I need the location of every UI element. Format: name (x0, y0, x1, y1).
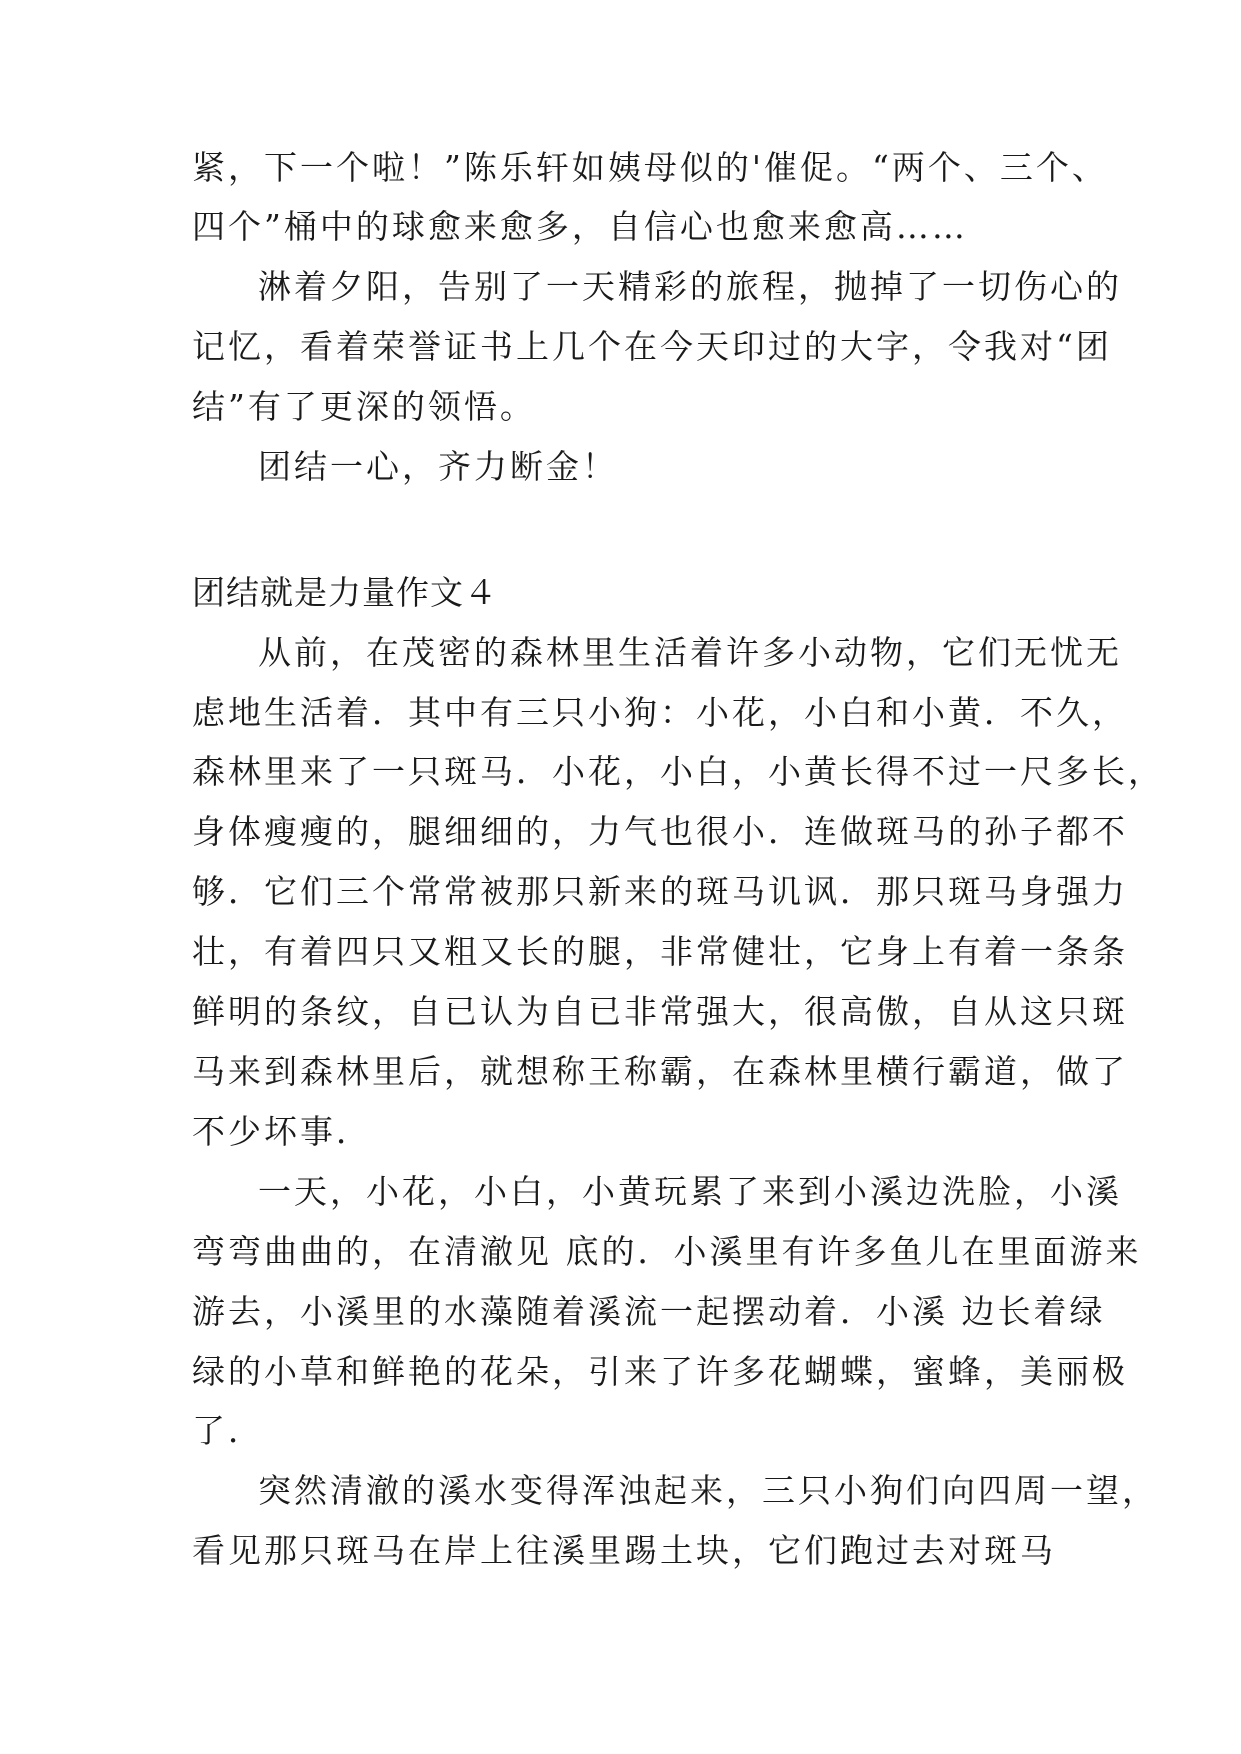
text-line: 结”有了更深的领悟。 (192, 387, 536, 426)
text-line: 森林里来了一只斑马．小花，小白，小黄长得不过一尺多长， (192, 752, 1164, 791)
text-line: 绿的小草和鲜艳的花朵，引来了许多花蝴蝶，蜜蜂，美丽极 (192, 1352, 1128, 1391)
text-line: 四个”桶中的球愈来愈多，自信心也愈来愈高…… (192, 207, 968, 246)
section-heading: 团结就是力量作文４ (192, 573, 498, 612)
text-line: 鲜明的条纹，自已认为自已非常强大，很高傲，自从这只斑 (192, 992, 1128, 1031)
paragraph-first-line: 突然清澈的溪水变得浑浊起来，三只小狗们向四周一望， (258, 1471, 1158, 1510)
text-line: 看见那只斑马在岸上往溪里踢土块，它们跑过去对斑马 (192, 1531, 1056, 1570)
text-line: 了． (192, 1411, 264, 1450)
paragraph-first-line: 淋着夕阳，告别了一天精彩的旅程，抛掉了一切伤心的 (258, 267, 1122, 306)
text-line: 身体瘦瘦的，腿细细的，力气也很小．连做斑马的孙子都不 (192, 812, 1128, 851)
text-line: 够．它们三个常常被那只新来的斑马讥讽．那只斑马身强力 (192, 872, 1128, 911)
text-line: 弯弯曲曲的，在清澈见 底的．小溪里有许多鱼儿在里面游来 (192, 1232, 1142, 1271)
paragraph-first-line: 从前，在茂密的森林里生活着许多小动物，它们无忧无 (258, 633, 1122, 672)
text-line: 紧，下一个啦！”陈乐轩如姨母似的'催促。“两个、三个、 (192, 148, 1108, 187)
text-line: 虑地生活着．其中有三只小狗：小花，小白和小黄．不久， (192, 693, 1128, 732)
text-line: 游去，小溪里的水藻随着溪流一起摆动着．小溪 边长着绿 (192, 1292, 1106, 1331)
paragraph-first-line: 团结一心，齐力断金！ (258, 447, 618, 486)
text-line: 壮，有着四只又粗又长的腿，非常健壮，它身上有着一条条 (192, 932, 1128, 971)
paragraph-first-line: 一天，小花，小白，小黄玩累了来到小溪边洗脸，小溪 (258, 1172, 1122, 1211)
text-line: 马来到森林里后，就想称王称霸，在森林里横行霸道，做了 (192, 1052, 1128, 1091)
text-line: 记忆，看着荣誉证书上几个在今天印过的大字，令我对“团 (192, 327, 1112, 366)
text-line: 不少坏事． (192, 1112, 372, 1151)
